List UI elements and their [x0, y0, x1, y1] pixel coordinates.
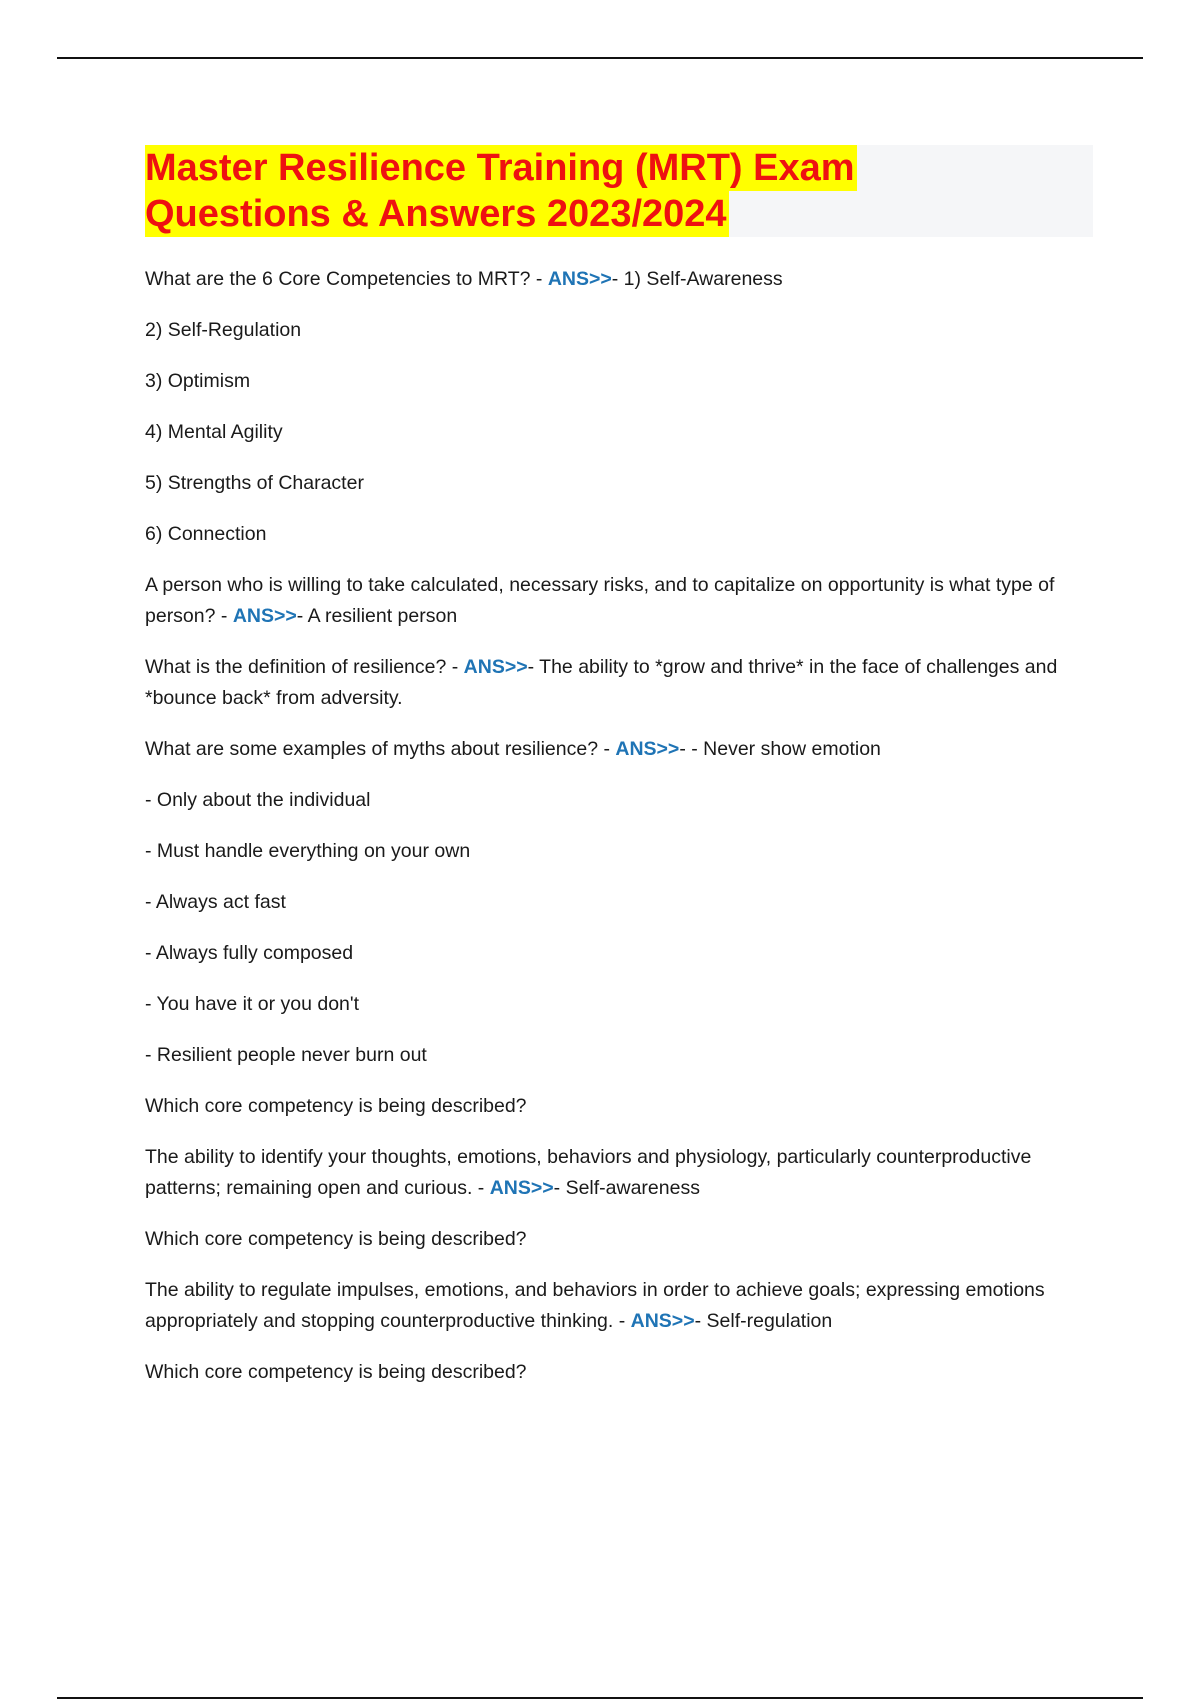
list-item: 6) Connection [145, 523, 267, 545]
qa-item [145, 570, 1095, 632]
answer-text: - - Never show emotion [679, 738, 881, 760]
bottom-rule [57, 1697, 1143, 1699]
question-text: The ability to regulate impulses, emotions, and behaviors in order to achieve goals; expressing emotions appropriately and stopping counterproductive thinking. - [145, 1279, 1045, 1332]
list-item: - You have it or you don't [145, 993, 360, 1015]
question-prompt: Which core competency is being described? [145, 1361, 527, 1383]
list-item: 3) Optimism [145, 370, 251, 392]
document-body [145, 264, 1095, 1408]
qa-item [145, 264, 1095, 295]
list-item: - Must handle everything on your own [145, 840, 471, 862]
answer-text: - Self-regulation [694, 1310, 833, 1332]
list-item: - Resilient people never burn out [145, 1044, 427, 1066]
answer-text: - 1) Self-Awareness [611, 268, 783, 290]
list-item: - Always fully composed [145, 942, 354, 964]
list-item: - Only about the individual [145, 789, 371, 811]
list-item: 4) Mental Agility [145, 421, 283, 443]
qa-item [145, 734, 1095, 765]
list-item: - Always act fast [145, 891, 286, 913]
question-text: What are the 6 Core Competencies to MRT? - [145, 268, 548, 290]
question-text: The ability to identify your thoughts, emotions, behaviors and physiology, particularly counterproductive patterns; remaining open and curious. - [145, 1146, 1032, 1199]
list-item: 2) Self-Regulation [145, 319, 302, 341]
document-title [145, 145, 1093, 237]
answer-marker: ANS>> [615, 738, 680, 760]
answer-marker: ANS>> [232, 605, 297, 627]
answer-marker: ANS>> [463, 656, 528, 678]
top-rule [57, 57, 1143, 59]
question-prompt: Which core competency is being described? [145, 1228, 527, 1250]
answer-text: - A resilient person [296, 605, 458, 627]
answer-text: - The ability to *grow and thrive* in the face of challenges and *bounce back* from adversity. [145, 656, 1058, 709]
answer-marker: ANS>> [630, 1310, 695, 1332]
qa-item [145, 1275, 1095, 1337]
qa-item [145, 652, 1095, 714]
answer-marker: ANS>> [547, 268, 612, 290]
title-line-1: Master Resilience Training (MRT) Exam [145, 147, 855, 189]
qa-item [145, 1142, 1095, 1204]
answer-text: - Self-awareness [553, 1177, 700, 1199]
question-text: What is the definition of resilience? - [145, 656, 464, 678]
question-text: A person who is willing to take calculated, necessary risks, and to capitalize on opportunity is what type of person? - [145, 574, 1055, 627]
question-text: What are some examples of myths about resilience? - [145, 738, 616, 760]
question-prompt: Which core competency is being described? [145, 1095, 527, 1117]
title-line-2: Questions & Answers 2023/2024 [145, 193, 727, 235]
list-item: 5) Strengths of Character [145, 472, 364, 494]
answer-marker: ANS>> [489, 1177, 554, 1199]
